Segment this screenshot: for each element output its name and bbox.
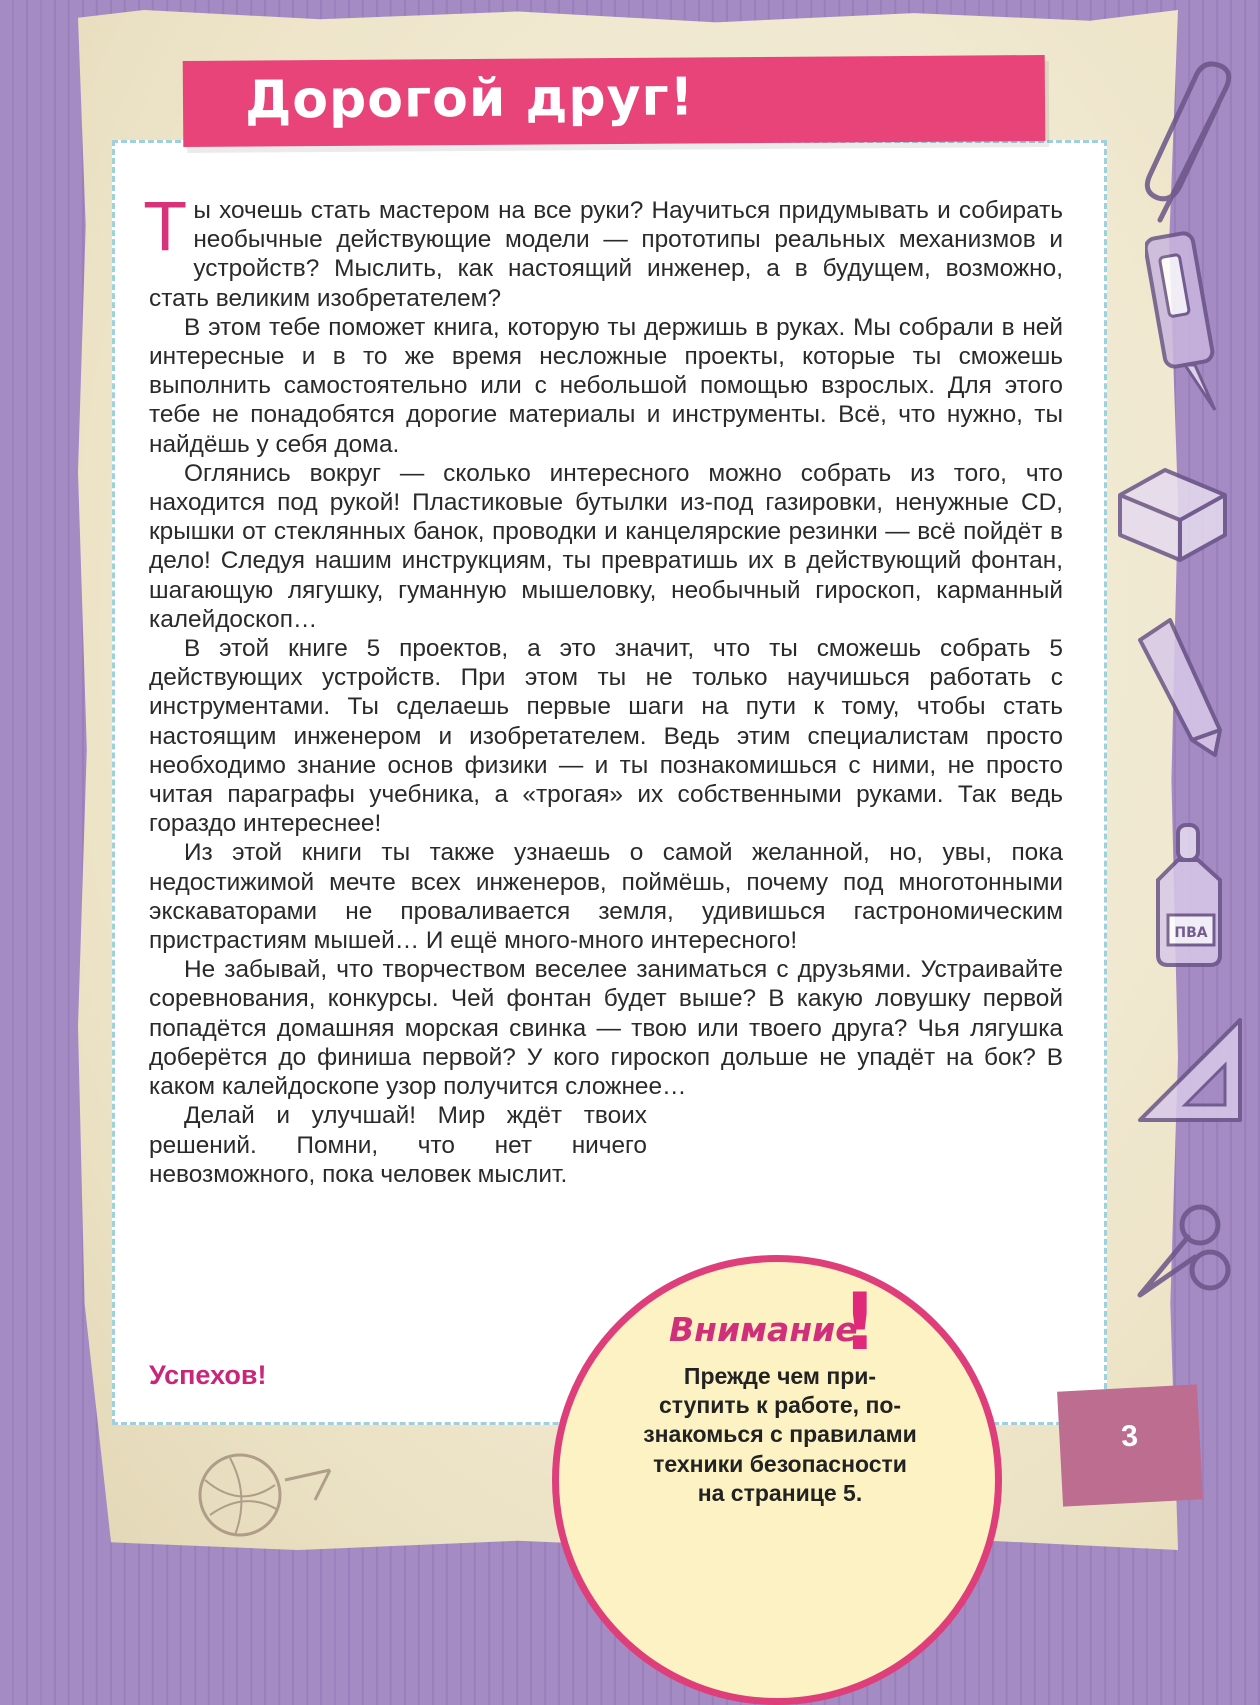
scissors-icon xyxy=(1130,1195,1240,1305)
yarn-ball-icon xyxy=(190,1440,340,1550)
attention-line: знакомься с правилами xyxy=(643,1421,917,1448)
glue-bottle-icon xyxy=(1140,820,1240,970)
paragraph: Не забывай, что творчеством веселее заниматься с друзьями. Устраивайте соревнования, конкурсы. Чей фонтан будет выше? В какую ловушку первой попадётся домашняя морская свинка — твою или твоего друга? Чья лягушка доберётся до финиша первой? У кого гироскоп дольше не упадёт на бок? В каком калейдоскопе узор получится сложнее… xyxy=(149,956,1063,1101)
page-number-tab xyxy=(1057,1384,1203,1506)
utility-knife-icon xyxy=(1145,225,1225,415)
paragraph-final: Делай и улучшай! Мир ждёт твоих решений. Помни, что нет ничего невозможного, пока человек мыслит. xyxy=(149,1102,647,1188)
triangle-ruler-icon xyxy=(1130,1010,1250,1130)
drop-cap: Т xyxy=(145,189,186,266)
attention-text xyxy=(599,1362,961,1508)
attention-line: ступить к работе, по- xyxy=(658,1392,902,1419)
attention-line: Прежде чем при- xyxy=(683,1363,877,1389)
attention-line: техники безопасности xyxy=(653,1450,907,1477)
paragraph-intro xyxy=(145,189,1063,313)
page-title: Дорогой друг! xyxy=(244,67,695,131)
paragraph: Из этой книги ты также узнаешь о самой желанной, но, увы, пока недостижимой мечте всех инженеров, поймёшь, почему под многотонными экскаваторами не проваливается земля, удивишься гастрономическим пристрастиям мышей… И ещё много-много интересного! xyxy=(149,839,1063,955)
paperclip-icon xyxy=(1140,60,1250,230)
exclamation-icon: ! xyxy=(842,1278,878,1368)
paragraph-intro-text: ы хочешь стать мастером на все руки? Научиться придумывать и собирать необычные действующие модели — прототипы реальных механизмов и устройств? Мыслить, как настоящий инженер, а в будущем, возможно, стать великим изобретателем? xyxy=(149,197,1063,312)
letter-body xyxy=(145,189,1063,1189)
attention-callout xyxy=(552,1255,1002,1705)
paragraph: В этой книге 5 проектов, а это значит, что ты сможешь собрать 5 действующих устройств. При этом ты не только научишься работать с инструментами. Ты сделаешь первые шаги на пути к тому, чтобы стать настоящим инженером и изобретателем. Ведь этим специалистам просто необходимо знание основ физики — и ты познакомишься с ними, не просто читая параграфы учебника, а «трогая» их собственными руками. Так ведь гораздо интереснее! xyxy=(149,635,1063,838)
title-banner xyxy=(183,55,1046,147)
attention-title: Внимание xyxy=(669,1310,858,1349)
glue-label: ПВА xyxy=(1174,925,1208,941)
eraser-icon xyxy=(1105,455,1235,575)
attention-line: на странице 5. xyxy=(697,1479,863,1506)
pencil-icon xyxy=(1130,610,1230,760)
paragraph: В этом тебе поможет книга, которую ты держишь в руках. Мы собрали в ней интересные и в то же время несложные проекты, которые ты сможешь выполнить самостоятельно или с небольшой помощью взрослых. Для этого тебе не понадобятся дорогие материалы и инструменты. Всё, что нужно, ты найдёшь у себя дома. xyxy=(149,313,1063,458)
page-number: 3 xyxy=(1120,1419,1139,1454)
paragraph: Оглянись вокруг — сколько интересного можно собрать из того, что находится под рукой! Пластиковые бутылки из-под газировки, ненужные CD, крышки от стеклянных банок, проводки и канцелярские резинки — всё пойдёт в дело! Следуя нашим инструкциям, ты превратишь их в действующий фонтан, шагающую лягушку, гуманную мышеловку, необычный гироскоп, карманный калейдоскоп… xyxy=(149,459,1063,633)
closing-text: Успехов! xyxy=(149,1360,267,1390)
